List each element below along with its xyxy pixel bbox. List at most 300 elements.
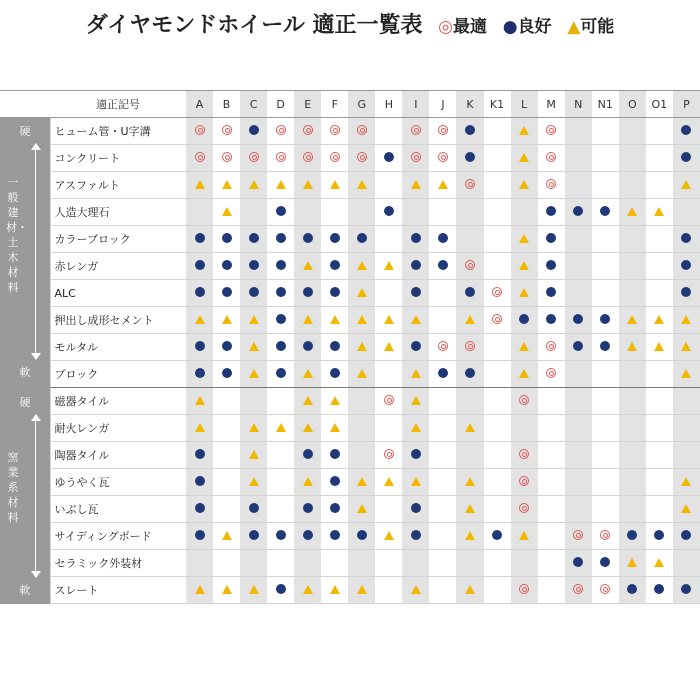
mark-cell [402,199,429,226]
triangle-icon [249,477,259,486]
mark-cell [538,442,565,469]
table-row [0,442,700,469]
triangle-icon [195,585,205,594]
table-row [0,415,700,442]
double-circle-icon [438,125,448,135]
filled-circle-icon [627,584,637,594]
mark-cell [429,172,456,199]
mark-cell [240,253,267,280]
mark-cell [484,442,511,469]
mark-cell [240,415,267,442]
filled-circle-icon [330,341,340,351]
mark-cell [240,442,267,469]
filled-circle-icon [411,449,421,459]
material-name: ブロック [50,361,186,388]
mark-cell [619,361,646,388]
mark-cell [429,496,456,523]
filled-circle-icon [411,260,421,270]
mark-cell [375,172,402,199]
mark-cell [321,415,348,442]
mark-cell [402,226,429,253]
mark-cell [619,280,646,307]
mark-cell [619,253,646,280]
mark-cell [565,523,592,550]
table-row [0,253,700,280]
mark-cell [240,361,267,388]
triangle-icon [357,288,367,297]
mark-cell [456,388,483,415]
filled-circle-icon [357,233,367,243]
triangle-icon [627,558,637,567]
triangle-icon [195,315,205,324]
mark-cell [429,388,456,415]
mark-cell [673,550,700,577]
mark-cell [565,118,592,145]
mark-cell [511,145,538,172]
triangle-icon [411,585,421,594]
double-circle-icon [276,125,286,135]
mark-cell [213,226,240,253]
filled-circle-icon [276,368,286,378]
mark-cell [294,469,321,496]
triangle-icon [303,261,313,270]
triangle-icon [249,342,259,351]
double-circle-icon [519,449,529,459]
mark-cell [348,523,375,550]
mark-cell [565,334,592,361]
mark-cell [565,172,592,199]
triangle-icon [357,180,367,189]
triangle-icon [303,180,313,189]
mark-cell [294,442,321,469]
mark-cell [538,415,565,442]
material-name: カラーブロック [50,226,186,253]
triangle-icon [357,315,367,324]
legend-good-label: 良好 [517,17,552,37]
filled-circle-icon [195,530,205,540]
mark-cell [565,442,592,469]
material-name: サイディングボード [50,523,186,550]
mark-cell [538,577,565,604]
mark-cell [484,550,511,577]
mark-cell [402,496,429,523]
mark-cell [484,280,511,307]
filled-circle-icon [195,368,205,378]
triangle-icon [357,342,367,351]
mark-cell [592,280,619,307]
column-header-f: F [321,91,348,118]
filled-circle-icon [195,476,205,486]
mark-cell [673,577,700,604]
mark-cell [240,496,267,523]
mark-cell [240,577,267,604]
triangle-icon [249,180,259,189]
mark-cell [267,172,294,199]
triangle-icon [303,396,313,405]
mark-cell [456,145,483,172]
filled-circle-icon [681,152,691,162]
triangle-icon [519,126,529,135]
triangle-icon [384,477,394,486]
mark-cell [646,577,673,604]
mark-cell [592,334,619,361]
mark-cell [348,307,375,334]
mark-cell [294,550,321,577]
triangle-icon [276,180,286,189]
mark-cell [375,361,402,388]
table-row [0,550,700,577]
mark-cell [348,226,375,253]
mark-cell [646,388,673,415]
mark-cell [240,469,267,496]
mark-cell [673,469,700,496]
triangle-icon [438,180,448,189]
page-title [0,8,700,39]
mark-cell [619,307,646,334]
mark-cell [511,253,538,280]
filled-circle-icon [249,233,259,243]
double-circle-icon [195,125,205,135]
mark-cell [186,199,213,226]
mark-cell [267,307,294,334]
filled-circle-icon [654,530,664,540]
mark-cell [321,199,348,226]
table-body [0,118,700,604]
filled-circle-icon [249,287,259,297]
filled-circle-icon [546,233,556,243]
column-header-k: K [456,91,483,118]
filled-circle-icon [438,368,448,378]
column-header-o1: O1 [646,91,673,118]
mark-cell [592,118,619,145]
triangle-icon [303,585,313,594]
mark-cell [213,334,240,361]
triangle-icon [519,234,529,243]
mark-cell [565,226,592,253]
mark-cell [348,361,375,388]
mark-cell [402,388,429,415]
mark-cell [646,145,673,172]
triangle-icon [195,180,205,189]
mark-cell [538,226,565,253]
material-name: 押出し成形セメント [50,307,186,334]
filled-circle-icon [330,368,340,378]
triangle-icon [519,531,529,540]
column-header-b: B [213,91,240,118]
triangle-icon [627,207,637,216]
triangle-icon [249,369,259,378]
mark-cell [565,199,592,226]
mark-cell [186,415,213,442]
filled-circle-icon [276,530,286,540]
mark-cell [375,307,402,334]
mark-cell [375,523,402,550]
legend-ok-label: 可能 [580,17,615,37]
filled-circle-icon [681,530,691,540]
mark-cell [484,388,511,415]
arrow-down-icon [31,353,41,360]
triangle-icon [627,342,637,351]
table-row [0,496,700,523]
filled-circle-icon [195,233,205,243]
triangle-icon [357,369,367,378]
filled-circle-icon [681,584,691,594]
mark-cell [592,442,619,469]
mark-cell [267,334,294,361]
triangle-icon [249,585,259,594]
mark-cell [538,523,565,550]
arrow-line [35,149,36,354]
double-circle-icon [438,152,448,162]
category-general-materials [0,117,50,386]
double-circle-icon [546,179,556,189]
filled-circle-icon [465,368,475,378]
table-row [0,361,700,388]
double-circle-icon [465,341,475,351]
mark-cell [619,523,646,550]
triangle-icon [249,423,259,432]
mark-cell [646,334,673,361]
table-row [0,469,700,496]
filled-circle-icon [600,557,610,567]
triangle-icon [465,315,475,324]
column-header-n1: N1 [592,91,619,118]
mark-cell [294,307,321,334]
mark-cell [619,118,646,145]
mark-cell [592,253,619,280]
mark-cell [456,469,483,496]
mark-cell [484,415,511,442]
mark-cell [375,118,402,145]
mark-cell [375,415,402,442]
mark-cell [511,496,538,523]
filled-circle-icon [519,314,529,324]
mark-cell [213,577,240,604]
header-label: 適正記号 [0,91,186,118]
table-row [0,307,700,334]
mark-cell [592,199,619,226]
mark-cell [402,550,429,577]
double-circle-icon [600,530,610,540]
mark-cell [619,172,646,199]
mark-cell [375,496,402,523]
mark-cell [484,172,511,199]
mark-cell [240,523,267,550]
material-name: いぶし瓦 [50,496,186,523]
filled-circle-icon [195,341,205,351]
material-name: ヒューム管・U字溝 [50,118,186,145]
hard-label: 硬 [19,396,31,409]
double-circle-icon [573,584,583,594]
table-row [0,226,700,253]
filled-circle-icon [465,287,475,297]
mark-cell [348,199,375,226]
mark-cell [565,361,592,388]
mark-cell [186,253,213,280]
triangle-icon [681,477,691,486]
mark-cell [456,577,483,604]
triangle-icon [276,423,286,432]
arrow-up-icon [31,414,41,421]
mark-cell [294,415,321,442]
filled-circle-icon [222,287,232,297]
mark-cell [321,550,348,577]
triangle-icon [195,423,205,432]
mark-cell [402,415,429,442]
mark-cell [375,280,402,307]
mark-cell [321,307,348,334]
mark-cell [565,145,592,172]
mark-cell [646,280,673,307]
mark-cell [646,496,673,523]
triangle-icon [411,315,421,324]
mark-cell [186,280,213,307]
mark-cell [619,145,646,172]
material-name: アスファルト [50,172,186,199]
mark-cell [484,334,511,361]
triangle-icon [519,369,529,378]
mark-cell [484,118,511,145]
mark-cell [267,523,294,550]
column-header-g: G [348,91,375,118]
triangle-icon [411,369,421,378]
mark-cell [321,469,348,496]
mark-cell [348,334,375,361]
table-row [0,118,700,145]
triangle-icon [654,342,664,351]
mark-cell [429,361,456,388]
material-name: 陶器タイル [50,442,186,469]
triangle-icon [303,315,313,324]
mark-cell [538,253,565,280]
mark-cell [511,550,538,577]
mark-cell [484,199,511,226]
mark-cell [375,145,402,172]
triangle-icon [222,531,232,540]
filled-circle-icon [681,125,691,135]
mark-cell [646,550,673,577]
double-circle-icon [492,314,502,324]
mark-cell [511,523,538,550]
mark-cell [213,388,240,415]
mark-cell [402,118,429,145]
double-circle-icon [519,476,529,486]
mark-cell [565,415,592,442]
mark-cell [213,280,240,307]
mark-cell [186,145,213,172]
column-header-j: J [429,91,456,118]
filled-circle-icon [303,503,313,513]
suitability-table-wrap [0,90,700,606]
mark-cell [375,442,402,469]
mark-cell [294,577,321,604]
mark-cell [294,253,321,280]
mark-cell [592,496,619,523]
filled-circle-icon [276,287,286,297]
mark-cell [646,172,673,199]
mark-cell [456,172,483,199]
double-circle-icon: ◎ [438,17,454,37]
mark-cell [267,145,294,172]
double-circle-icon [546,368,556,378]
triangle-icon [384,261,394,270]
mark-cell [511,172,538,199]
mark-cell [538,172,565,199]
mark-cell [375,388,402,415]
mark-cell [375,550,402,577]
double-circle-icon [303,125,313,135]
mark-cell [538,388,565,415]
legend-good [503,17,552,37]
mark-cell [267,118,294,145]
mark-cell [186,550,213,577]
filled-circle-icon [438,233,448,243]
mark-cell [186,334,213,361]
triangle-icon [249,315,259,324]
category-ceramic-materials [0,388,50,604]
mark-cell [186,118,213,145]
mark-cell [402,172,429,199]
mark-cell [402,280,429,307]
column-header-o: O [619,91,646,118]
double-circle-icon [357,152,367,162]
triangle-icon [681,342,691,351]
filled-circle-icon [573,206,583,216]
filled-circle-icon [600,206,610,216]
mark-cell [592,145,619,172]
mark-cell [213,361,240,388]
filled-circle-icon [276,341,286,351]
mark-cell [375,199,402,226]
double-circle-icon [357,125,367,135]
double-circle-icon [411,125,421,135]
triangle-icon [357,504,367,513]
triangle-icon: ▲ [567,17,581,37]
category-name: 一般建材・土木材料 [6,176,28,294]
mark-cell [646,118,673,145]
mark-cell [186,496,213,523]
triangle-icon [411,423,421,432]
filled-circle-icon [330,476,340,486]
mark-cell [267,199,294,226]
filled-circle-icon [195,449,205,459]
mark-cell [321,442,348,469]
filled-circle-icon [222,341,232,351]
double-circle-icon [519,503,529,513]
triangle-icon [357,477,367,486]
mark-cell [348,172,375,199]
title-text: ダイヤモンドホイール 適正一覧表 [85,13,423,38]
double-circle-icon [573,530,583,540]
arrow-up-icon [31,143,41,150]
column-header-e: E [294,91,321,118]
filled-circle-icon [573,341,583,351]
header-row [0,91,700,118]
mark-cell [673,496,700,523]
triangle-icon [222,585,232,594]
mark-cell [619,388,646,415]
filled-circle-icon [249,530,259,540]
filled-circle-icon [303,287,313,297]
mark-cell [294,145,321,172]
table-row [0,199,700,226]
filled-circle-icon [654,584,664,594]
mark-cell [673,118,700,145]
mark-cell [321,226,348,253]
mark-cell [456,280,483,307]
double-circle-icon [330,125,340,135]
mark-cell [673,253,700,280]
